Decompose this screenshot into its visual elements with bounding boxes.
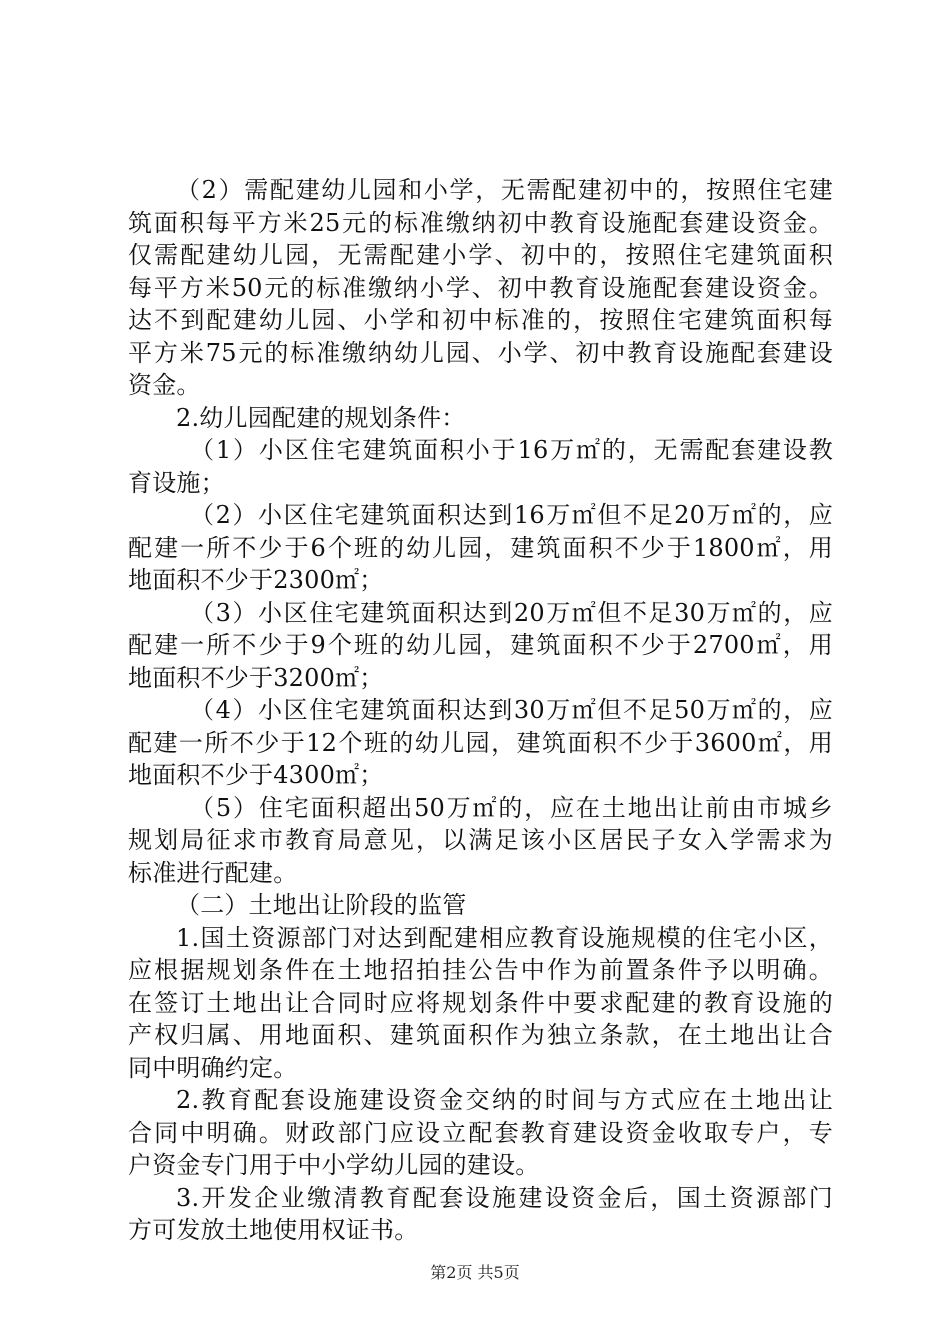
paragraph-line: 配建一所不少于6个班的幼儿园，建筑面积不少于1800㎡，用 xyxy=(128,533,833,562)
paragraph-line: 产权归属、用地面积、建筑面积作为独立条款，在土地出让合 xyxy=(128,1021,833,1049)
paragraph-line: 方可发放土地使用权证书。 xyxy=(128,1216,419,1244)
paragraph-line: （3）小区住宅建筑面积达到20万㎡但不足30万㎡的，应 xyxy=(190,598,833,627)
paragraph-line: 户资金专门用于中小学幼儿园的建设。 xyxy=(128,1151,540,1179)
document-body xyxy=(128,174,833,1247)
paragraph-line: 每平方米50元的标准缴纳小学、初中教育设施配套建设资金。 xyxy=(128,273,833,302)
paragraph-line: （2）需配建幼儿园和小学，无需配建初中的，按照住宅建 xyxy=(176,176,833,204)
paragraph-line: 仅需配建幼儿园，无需配建小学、初中的，按照住宅建筑面积 xyxy=(128,241,833,269)
paragraph-line: 筑面积每平方米25元的标准缴纳初中教育设施配套建设资金。 xyxy=(128,208,833,237)
paragraph-line: 育设施； xyxy=(128,468,225,497)
paragraph-line: 配建一所不少于12个班的幼儿园，建筑面积不少于3600㎡，用 xyxy=(128,728,833,757)
page-footer xyxy=(0,1263,950,1283)
paragraph-line: 2.教育配套设施建设资金交纳的时间与方式应在土地出让 xyxy=(176,1086,833,1114)
paragraph-line: 平方米75元的标准缴纳幼儿园、小学、初中教育设施配套建设 xyxy=(128,338,833,367)
paragraph-line: 应根据规划条件在土地招拍挂公告中作为前置条件予以明确。 xyxy=(128,956,833,984)
paragraph-line: 地面积不少于4300㎡； xyxy=(128,761,384,789)
page-number-label: 第2页 共5页 xyxy=(430,1263,520,1282)
paragraph-line: （2）小区住宅建筑面积达到16万㎡但不足20万㎡的，应 xyxy=(190,501,833,529)
paragraph-line: 3.开发企业缴清教育配套设施建设资金后，国土资源部门 xyxy=(176,1183,833,1212)
paragraph-line: 配建一所不少于9个班的幼儿园，建筑面积不少于2700㎡，用 xyxy=(128,631,833,659)
paragraph-line: 资金。 xyxy=(128,371,201,399)
paragraph-line: 地面积不少于2300㎡； xyxy=(128,566,384,594)
paragraph-line: （1）小区住宅建筑面积小于16万㎡的，无需配套建设教 xyxy=(190,436,833,464)
paragraph-line: 合同中明确。财政部门应设立配套教育建设资金收取专户，专 xyxy=(128,1118,833,1147)
paragraph-line: 标准进行配建。 xyxy=(128,858,298,887)
paragraph-line: 地面积不少于3200㎡； xyxy=(128,663,384,692)
paragraph-line: 达不到配建幼儿园、小学和初中标准的，按照住宅建筑面积每 xyxy=(128,306,833,334)
paragraph-line: 同中明确约定。 xyxy=(128,1053,298,1082)
paragraph-line: 1.国土资源部门对达到配建相应教育设施规模的住宅小区， xyxy=(176,923,833,952)
paragraph-line: （5）住宅面积超出50万㎡的，应在土地出让前由市城乡 xyxy=(190,793,833,822)
paragraph-line: （4）小区住宅建筑面积达到30万㎡但不足50万㎡的，应 xyxy=(190,696,833,724)
paragraph-line: 在签订土地出让合同时应将规划条件中要求配建的教育设施的 xyxy=(128,988,833,1017)
section-heading: 2.幼儿园配建的规划条件： xyxy=(176,403,466,432)
section-heading: （二）土地出让阶段的监管 xyxy=(176,891,467,919)
paragraph-line: 规划局征求市教育局意见，以满足该小区居民子女入学需求为 xyxy=(128,826,833,854)
